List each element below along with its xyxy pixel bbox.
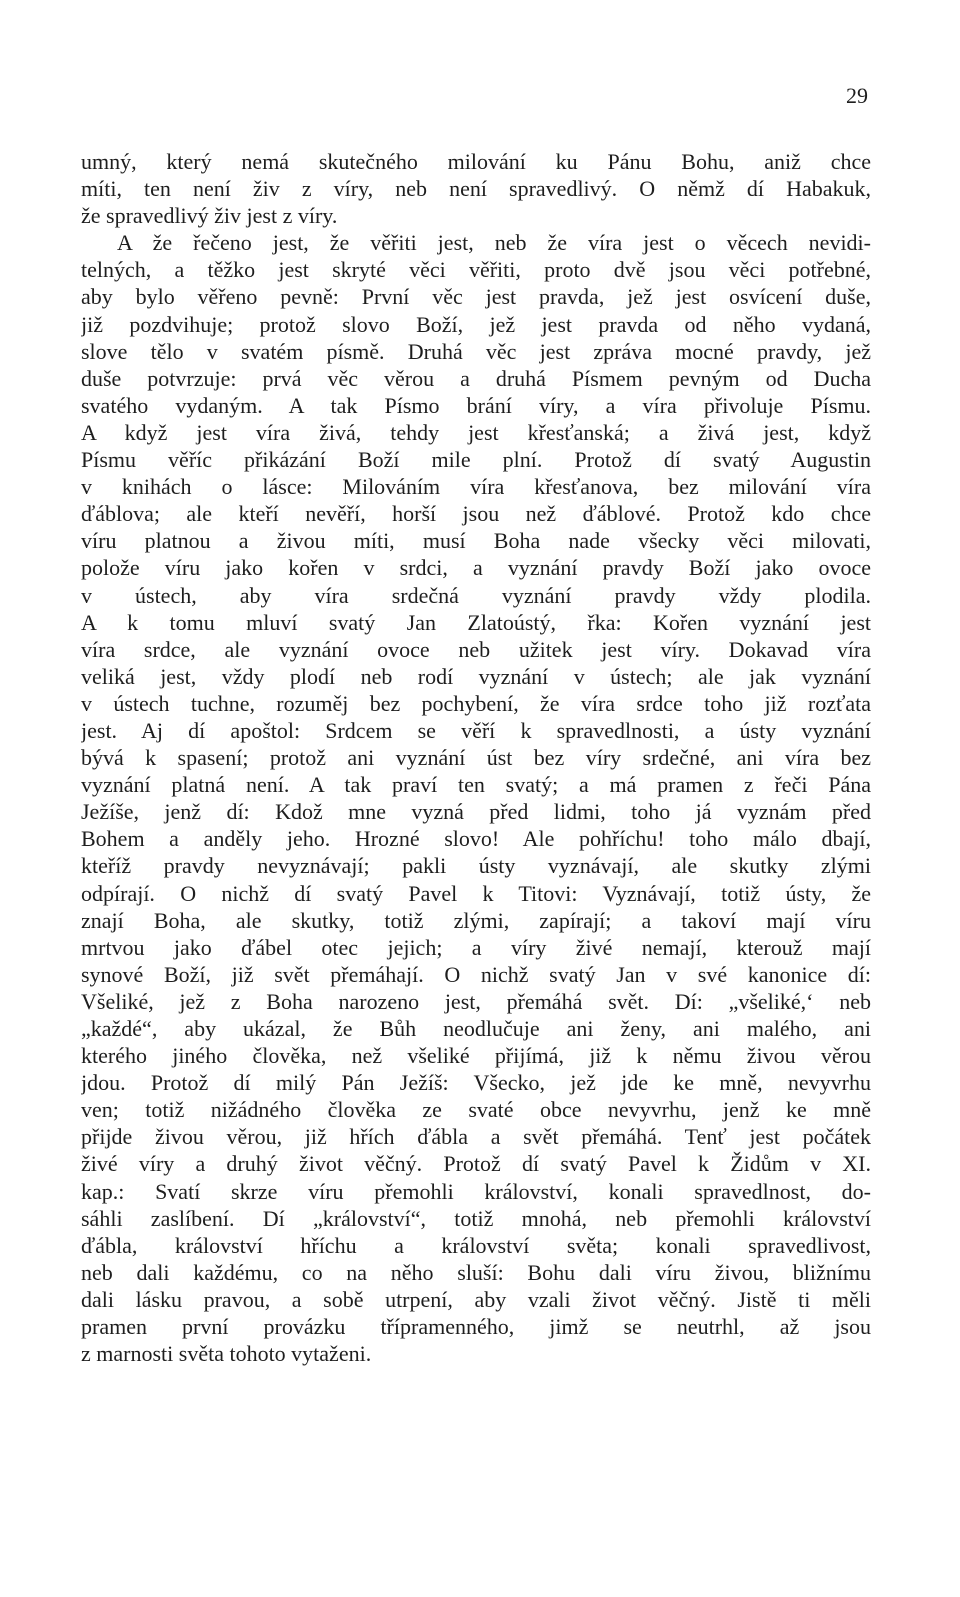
text-line: Bohem a anděly jeho. Hrozné slovo! Ale pohříchu! toho málo dbají, xyxy=(81,826,871,852)
text-line: již pozdvihuje; protož slovo Boží, jež jest pravda od něho vydaná, xyxy=(81,311,871,337)
text-line: bývá k spasení; protož ani vyznání úst bez víry srdečné, ani víra bez xyxy=(81,745,871,771)
text-line: kterého jiného člověka, než všeliké přijímá, již k němu živou věrou xyxy=(81,1043,871,1069)
page-number: 29 xyxy=(846,83,868,108)
text-line: Ježíše, jenž dí: Kdož mne vyzná před lidmi, toho já vyznám před xyxy=(81,799,871,825)
text-line: odpírají. O nichž dí svatý Pavel k Titovi: Vyznávají, totiž ústy, že xyxy=(81,880,871,906)
text-line: v ústech, aby víra srdečná vyznání pravdy vždy plodila. xyxy=(81,582,871,608)
text-line: jest. Aj dí apoštol: Srdcem se věří k spravedlnosti, a ústy vyznání xyxy=(81,717,871,743)
text-line: jdou. Protož dí milý Pán Ježíš: Všecko, jež jde ke mně, nevyvrhu xyxy=(81,1070,871,1096)
text-line: veliká jest, vždy plodí neb rodí vyznání v ústech; ale jak vyznání xyxy=(81,663,871,689)
text-line: víru platnou a živou míti, musí Boha nade všecky věci milovati, xyxy=(81,528,871,554)
text-line: v ústech tuchne, rozuměj bez pochybení, že víra srdce toho již rozťata xyxy=(81,690,871,716)
text-line: umný, který nemá skutečného milování ku Pánu Bohu, aniž chce xyxy=(81,149,871,174)
text-line: kteříž pravdy nevyznávají; pakli ústy vyznávají, ale skutky zlými xyxy=(81,853,871,879)
text-line: sáhli zaslíbení. Dí „království“, totiž mnohá, neb přemohli království xyxy=(81,1205,871,1231)
text-line: A že řečeno jest, že věřiti jest, neb že víra jest o věcech nevidi- xyxy=(117,230,871,256)
text-line: slove tělo v svatém písmě. Druhá věc jest zpráva mocné pravdy, jež xyxy=(81,338,871,364)
text-line: kap.: Svatí skrze víru přemohli království, konali spravedlnost, do- xyxy=(81,1178,871,1204)
text-line: v knihách o lásce: Milováním víra křesťanova, bez milování víra xyxy=(81,474,871,500)
text-line: že spravedlivý živ jest z víry. xyxy=(81,203,338,229)
text-line: přijde živou věrou, již hřích ďábla a svět přemáhá. Tenť jest počátek xyxy=(81,1124,871,1150)
text-line: vyznání platná není. A tak praví ten svatý; a má pramen z řeči Pána xyxy=(81,772,871,798)
text-line: dali lásku pravou, a sobě utrpení, aby vzali život věčný. Jistě ti měli xyxy=(81,1286,871,1312)
text-line: neb dali každému, co na něho sluší: Bohu dali víru živou, bližnímu xyxy=(81,1259,871,1285)
text-line: telných, a těžko jest skryté věci věřiti, proto dvě jsou věci potřebné, xyxy=(81,257,871,283)
text-line: víra srdce, ale vyznání ovoce neb užitek jest víry. Dokavad víra xyxy=(81,636,871,662)
text-line: „každé“, aby ukázal, že Bůh neodlučuje ani ženy, ani malého, ani xyxy=(81,1016,871,1041)
text-line: A k tomu mluví svatý Jan Zlatoústý, řka: Kořen vyznání jest xyxy=(81,609,871,635)
text-line: ven; totiž nižádného člověka ze svaté obce nevyvrhu, jenž ke mně xyxy=(81,1097,871,1123)
text-line: ďábla, království hříchu a království světa; konali spravedlivost, xyxy=(81,1232,871,1258)
body-text xyxy=(81,148,871,1367)
text-line: polože víru jako kořen v srdci, a vyznání pravdy Boží jako ovoce xyxy=(81,555,871,581)
text-line: Všeliké, jež z Boha narozeno jest, přemáhá svět. Dí: „všeliké,‘ neb xyxy=(81,988,871,1014)
text-line: znají Boha, ale skutky, totiž zlými, zapírají; a takoví mají víru xyxy=(81,907,871,933)
text-line: svatého vydaným. A tak Písmo brání víry, a víra přivoluje Písmu. xyxy=(81,392,871,418)
text-line: aby bylo věřeno pevně: První věc jest pravda, jež jest osvícení duše, xyxy=(81,284,871,310)
text-line: mrtvou jako ďábel otec jejich; a víry živé nemají, kterouž mají xyxy=(81,934,871,960)
text-line: A když jest víra živá, tehdy jest křesťanská; a živá jest, když xyxy=(81,419,871,445)
text-line: živé víry a druhý život věčný. Protož dí svatý Pavel k Židům v XI. xyxy=(81,1151,871,1177)
text-line: míti, ten není živ z víry, neb není spravedlivý. O němž dí Habakuk, xyxy=(81,176,871,202)
text-line: ďáblova; ale kteří nevěří, horší jsou než ďáblové. Protož kdo chce xyxy=(81,501,871,527)
text-line: Písmu věříc přikázání Boží mile plní. Protož dí svatý Augustin xyxy=(81,447,871,473)
text-line: pramen první provázku třípramenného, jimž se neutrhl, až jsou xyxy=(81,1314,871,1340)
text-line: synové Boží, již svět přemáhají. O nichž svatý Jan v své kanonice dí: xyxy=(81,961,871,987)
text-line: z marnosti světa tohoto vytaženi. xyxy=(81,1341,372,1367)
text-line: duše potvrzuje: prvá věc věrou a druhá Písmem pevným od Ducha xyxy=(81,365,871,391)
